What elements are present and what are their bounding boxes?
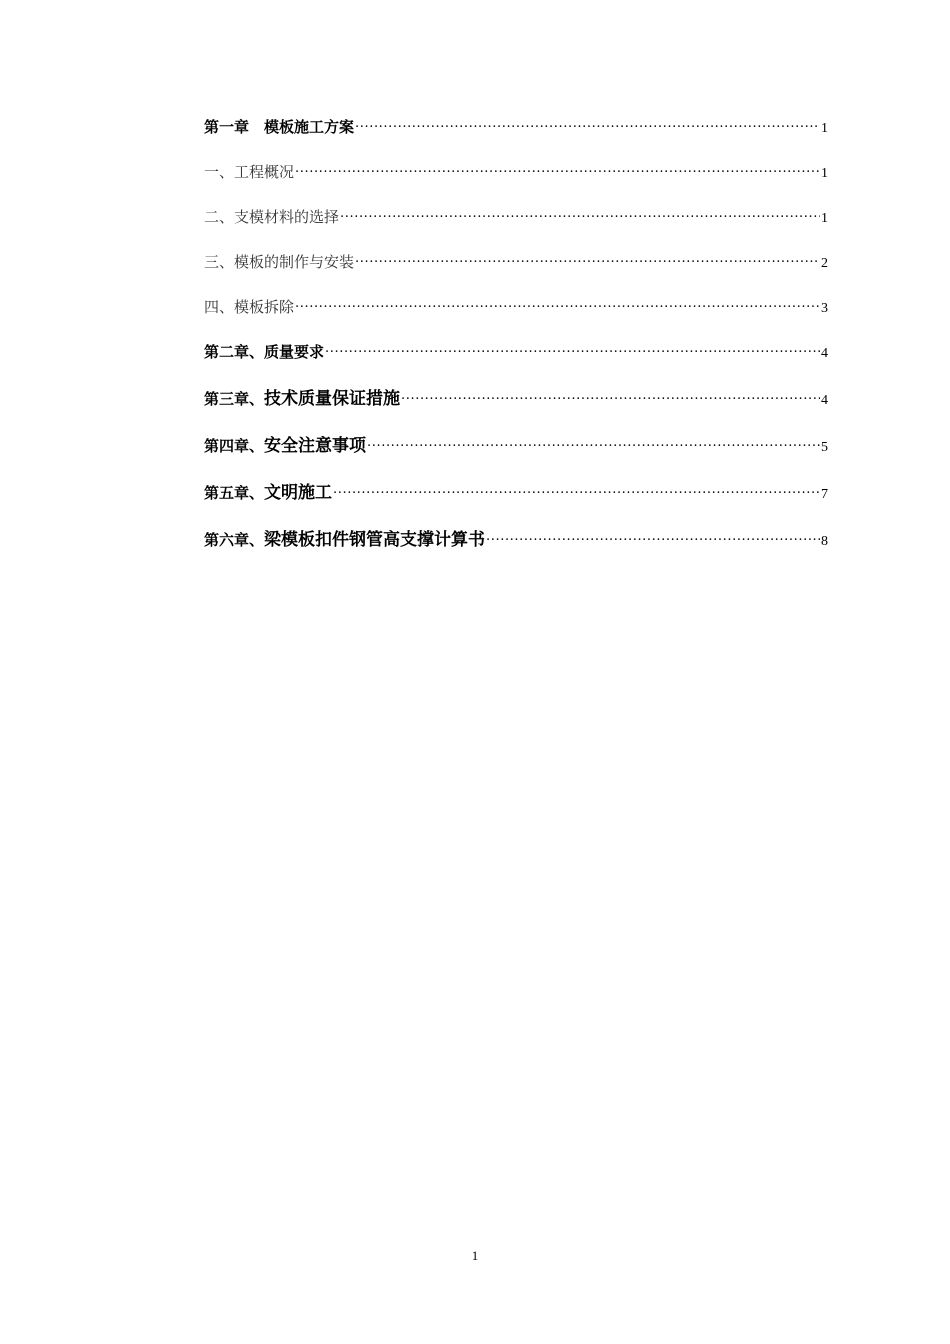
- toc-entry-label: [204, 431, 366, 456]
- toc-entry-page: 7: [821, 487, 828, 502]
- toc-entry-section-4[interactable]: [204, 296, 828, 317]
- toc-entry-prefix: 第六章、: [204, 531, 265, 549]
- toc-entry-prefix: 第五章、: [204, 484, 265, 502]
- toc-entry-label: 四、模板拆除: [204, 298, 295, 316]
- table-of-contents: [204, 110, 828, 550]
- toc-entry-page: 1: [821, 211, 828, 226]
- toc-entry-chapter-3[interactable]: [204, 384, 828, 409]
- toc-entry-page: 1: [821, 166, 828, 181]
- toc-entry-title: 技术质量保证措施: [264, 389, 401, 409]
- toc-entry-label: 三、模板的制作与安装: [204, 253, 355, 271]
- toc-entry-label: 第二章、质量要求: [204, 343, 325, 361]
- toc-entry-title: 安全注意事项: [264, 436, 367, 456]
- toc-entry-chapter-4[interactable]: [204, 431, 828, 456]
- toc-entry-chapter-6[interactable]: [204, 525, 828, 550]
- dot-leader: [340, 206, 820, 222]
- toc-entry-page: 3: [821, 301, 828, 316]
- toc-entry-page: 1: [821, 121, 828, 136]
- dot-leader: [325, 341, 820, 357]
- toc-entry-chapter-2[interactable]: [204, 341, 828, 362]
- dot-leader: [355, 116, 820, 132]
- toc-entry-label: [204, 384, 400, 409]
- toc-entry-page: 2: [821, 256, 828, 271]
- toc-entry-chapter-5[interactable]: [204, 478, 828, 503]
- toc-entry-label: [204, 525, 485, 550]
- page-number: 1: [471, 1248, 479, 1263]
- toc-entry-page: 4: [821, 346, 828, 361]
- toc-entry-page: 4: [821, 393, 828, 408]
- toc-entry-label: 二、支模材料的选择: [204, 208, 340, 226]
- dot-leader: [333, 482, 820, 498]
- toc-entry-chapter-1[interactable]: [204, 116, 828, 137]
- toc-entry-section-1[interactable]: [204, 161, 828, 182]
- toc-entry-page: 5: [821, 440, 828, 455]
- dot-leader: [295, 161, 820, 177]
- toc-entry-prefix: 第四章、: [204, 437, 265, 455]
- toc-entry-title: 文明施工: [264, 483, 333, 503]
- dot-leader: [401, 388, 820, 404]
- toc-entry-section-2[interactable]: [204, 206, 828, 227]
- dot-leader: [355, 251, 820, 267]
- toc-entry-title: 梁模板扣件钢管高支撑计算书: [264, 530, 486, 550]
- toc-entry-page: 8: [821, 534, 828, 549]
- dot-leader: [486, 529, 820, 545]
- toc-entry-prefix: 第三章、: [204, 390, 265, 408]
- toc-entry-label: 一、工程概况: [204, 163, 295, 181]
- dot-leader: [367, 435, 820, 451]
- dot-leader: [295, 296, 820, 312]
- toc-entry-section-3[interactable]: [204, 251, 828, 272]
- toc-entry-label: [204, 478, 332, 503]
- toc-entry-label: 第一章 模板施工方案: [204, 118, 355, 136]
